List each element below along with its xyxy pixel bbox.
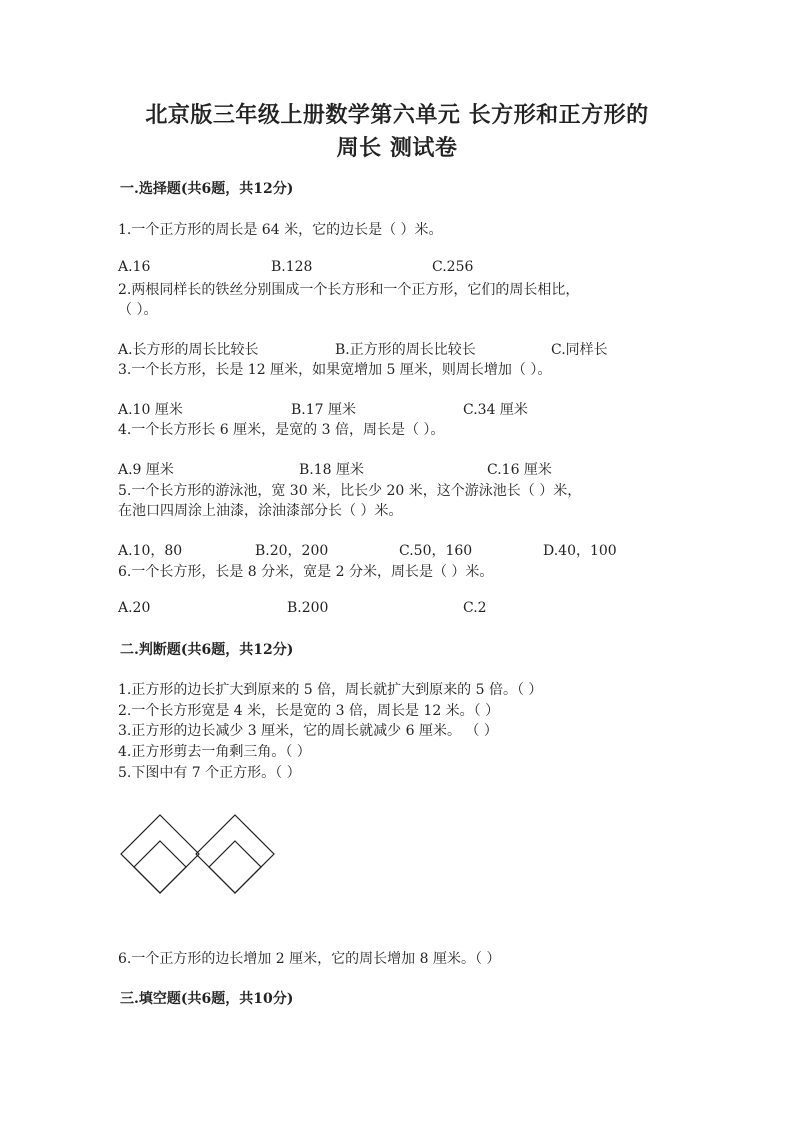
option-b: B.128 bbox=[271, 259, 313, 275]
question-judgment-5: 5.下图中有 7 个正方形。（ ） bbox=[118, 765, 301, 781]
question-choice-4: 4.一个长方形长 6 厘米，是宽的 3 倍，周长是（ ）。 bbox=[118, 422, 445, 438]
option-a: A.长方形的周长比较长 bbox=[118, 342, 259, 358]
option-c: C.16 厘米 bbox=[487, 462, 552, 478]
question-judgment-2: 2.一个长方形宽是 4 米，长是宽的 3 倍，周长是 12 米。（ ） bbox=[118, 703, 500, 719]
square-upper-left bbox=[121, 815, 199, 893]
overlapping-squares-figure bbox=[118, 812, 278, 898]
question-choice-2-line1: 2.两根同样长的铁丝分别围成一个长方形和一个正方形，它们的周长相比， bbox=[118, 282, 580, 298]
question-judgment-6: 6.一个正方形的边长增加 2 厘米，它的周长增加 8 厘米。（ ） bbox=[118, 951, 501, 967]
section-heading-choice: 一.选择题(共6题，共12分) bbox=[120, 181, 294, 197]
question-choice-1: 1.一个正方形的周长是 64 米，它的边长是（ ）米。 bbox=[118, 222, 443, 238]
question-judgment-3: 3.正方形的边长减少 3 厘米，它的周长就减少 6 厘米。 （ ） bbox=[118, 723, 498, 739]
question-choice-3: 3.一个长方形，长是 12 厘米，如果宽增加 5 厘米，则周长增加（ ）。 bbox=[118, 362, 552, 378]
question-judgment-1: 1.正方形的边长扩大到原来的 5 倍，周长就扩大到原来的 5 倍。（ ） bbox=[118, 682, 543, 698]
page-title-line2: 周长 测试卷 bbox=[336, 135, 458, 161]
option-b: B.18 厘米 bbox=[299, 462, 365, 478]
question-choice-6: 6.一个长方形，长是 8 分米，宽是 2 分米，周长是（ ）米。 bbox=[118, 564, 494, 580]
option-c: C.2 bbox=[463, 600, 487, 616]
square-upper-right bbox=[196, 815, 274, 893]
option-a: A.16 bbox=[118, 259, 151, 275]
square-lower-right bbox=[209, 841, 261, 893]
question-choice-5-line1: 5.一个长方形的游泳池，宽 30 米，比长少 20 米，这个游泳池长（ ）米， bbox=[118, 483, 582, 499]
square-lower-left bbox=[134, 841, 186, 893]
option-a: A.10 厘米 bbox=[118, 402, 183, 418]
option-c: C.256 bbox=[432, 259, 474, 275]
question-choice-2-line2: （ ）。 bbox=[118, 302, 158, 318]
option-b: B.200 bbox=[287, 600, 329, 616]
option-c: C.34 厘米 bbox=[463, 402, 528, 418]
page-title-line1: 北京版三年级上册数学第六单元 长方形和正方形的 bbox=[145, 102, 649, 128]
question-judgment-4: 4.正方形剪去一角剩三角。（ ） bbox=[118, 744, 311, 760]
section-heading-fill: 三.填空题(共6题，共10分) bbox=[120, 991, 294, 1007]
option-d: D.40，100 bbox=[543, 543, 617, 559]
question-choice-5-line2: 在池口四周涂上油漆，涂油漆部分长（ ）米。 bbox=[118, 503, 403, 519]
option-b: B.20，200 bbox=[255, 543, 329, 559]
option-a: A.9 厘米 bbox=[118, 462, 174, 478]
option-c: C.同样长 bbox=[551, 342, 608, 358]
section-heading-judgment: 二.判断题(共6题，共12分) bbox=[120, 642, 294, 658]
option-b: B.17 厘米 bbox=[291, 402, 357, 418]
option-a: A.20 bbox=[118, 600, 151, 616]
option-c: C.50，160 bbox=[399, 543, 473, 559]
option-a: A.10，80 bbox=[118, 543, 183, 559]
option-b: B.正方形的周长比较长 bbox=[335, 342, 476, 358]
